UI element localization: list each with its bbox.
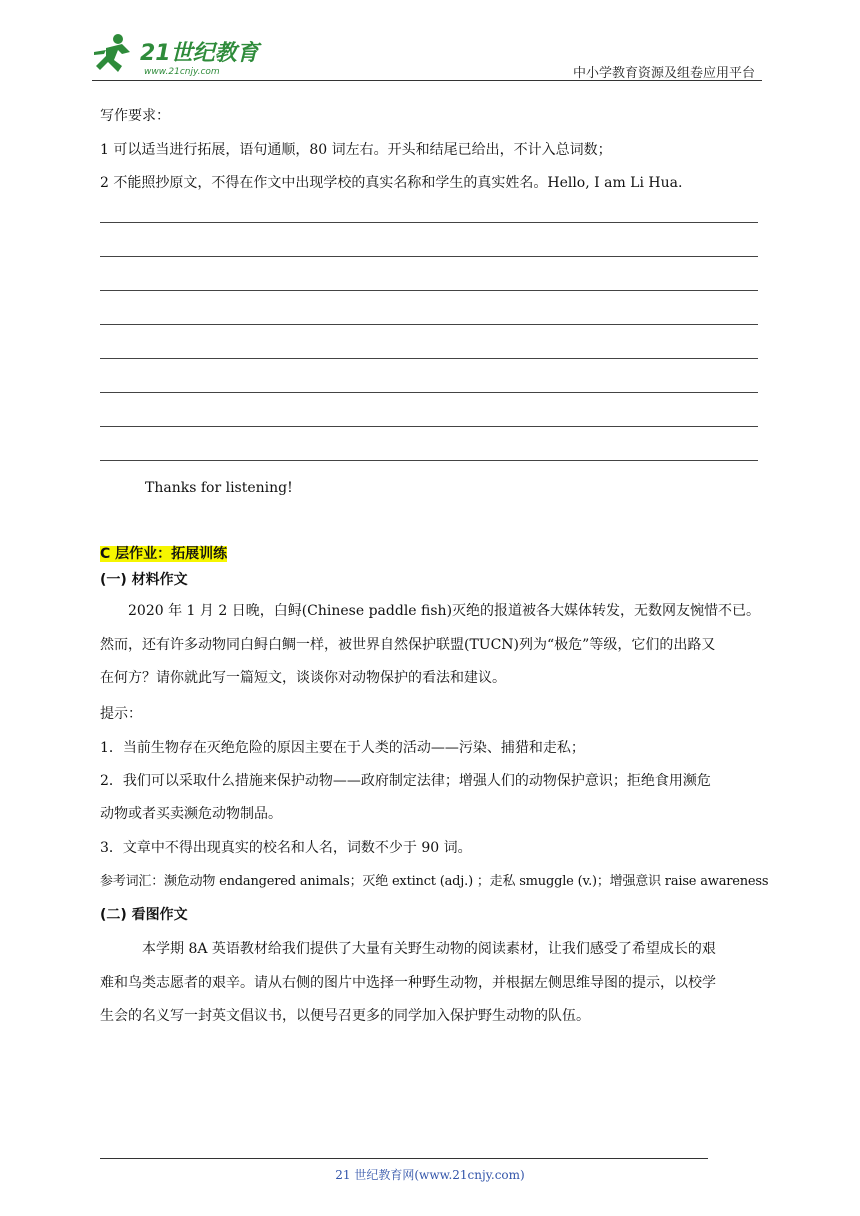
answer-line xyxy=(100,324,758,325)
header-divider xyxy=(92,80,762,81)
part2-title: (二) 看图作文 xyxy=(100,907,188,923)
hint-3: 3．文章中不得出现真实的校名和人名，词数不少于 90 词。 xyxy=(100,840,472,856)
answer-line xyxy=(100,290,758,291)
site-logo xyxy=(92,30,262,80)
answer-line xyxy=(100,392,758,393)
part1-paragraph-line1: 2020 年 1 月 2 日晚，白鲟(Chinese paddle fish)灭绝的报道被各大媒体转发，无数网友惋惜不已。 xyxy=(128,603,761,619)
closing-line: Thanks for listening! xyxy=(145,480,293,496)
reference-vocab: 参考词汇：濒危动物 endangered animals；灭绝 extinct (adj.) ；走私 smuggle (v.)；增强意识 raise awareness xyxy=(100,874,769,889)
logo-url: www.21cnjy.com xyxy=(144,67,220,77)
answer-line xyxy=(100,358,758,359)
answer-line xyxy=(100,256,758,257)
answer-line xyxy=(100,222,758,223)
section-c-title: C 层作业：拓展训练 xyxy=(100,546,228,562)
hint-1: 1．当前生物存在灭绝危险的原因主要在于人类的活动——污染、捕猎和走私； xyxy=(100,740,585,756)
part1-title: (一) 材料作文 xyxy=(100,572,188,588)
writing-req-2: 2 不能照抄原文，不得在作文中出现学校的真实名称和学生的真实姓名。Hello, I am Li Hua. xyxy=(100,175,683,191)
footer-divider xyxy=(100,1158,708,1159)
platform-title: 中小学教育资源及组卷应用平台 xyxy=(572,66,755,81)
answer-line xyxy=(100,460,758,461)
hint-title: 提示： xyxy=(100,706,142,722)
hint-2-line1: 2．我们可以采取什么措施来保护动物——政府制定法律；增强人们的动物保护意识；拒绝食用濒危 xyxy=(100,773,711,789)
writing-req-1: 1 可以适当进行拓展，语句通顺，80 词左右。开头和结尾已给出，不计入总词数； xyxy=(100,142,612,158)
part2-paragraph-line2: 难和鸟类志愿者的艰辛。请从右侧的图片中选择一种野生动物，并根据左侧思维导图的提示，以校学 xyxy=(100,975,716,991)
part2-paragraph-line1: 本学期 8A 英语教材给我们提供了大量有关野生动物的阅读素材，让我们感受了希望成长的艰 xyxy=(142,941,716,957)
hint-2-line2: 动物或者买卖濒危动物制品。 xyxy=(100,806,282,822)
writing-req-title: 写作要求： xyxy=(100,108,170,124)
part2-paragraph-line3: 生会的名义写一封英文倡议书，以便号召更多的同学加入保护野生动物的队伍。 xyxy=(100,1008,590,1024)
part1-paragraph-line2: 然而，还有许多动物同白鲟白鲷一样，被世界自然保护联盟(TUCN)列为“极危”等级，它们的出路又 xyxy=(100,637,716,653)
logo-wordmark: 21世纪教育 xyxy=(140,41,259,66)
footer-text: 21 世纪教育网(www.21cnjy.com) xyxy=(335,1168,525,1182)
answer-line xyxy=(100,426,758,427)
part1-paragraph-line3: 在何方？请你就此写一篇短文，谈谈你对动物保护的看法和建议。 xyxy=(100,670,506,686)
